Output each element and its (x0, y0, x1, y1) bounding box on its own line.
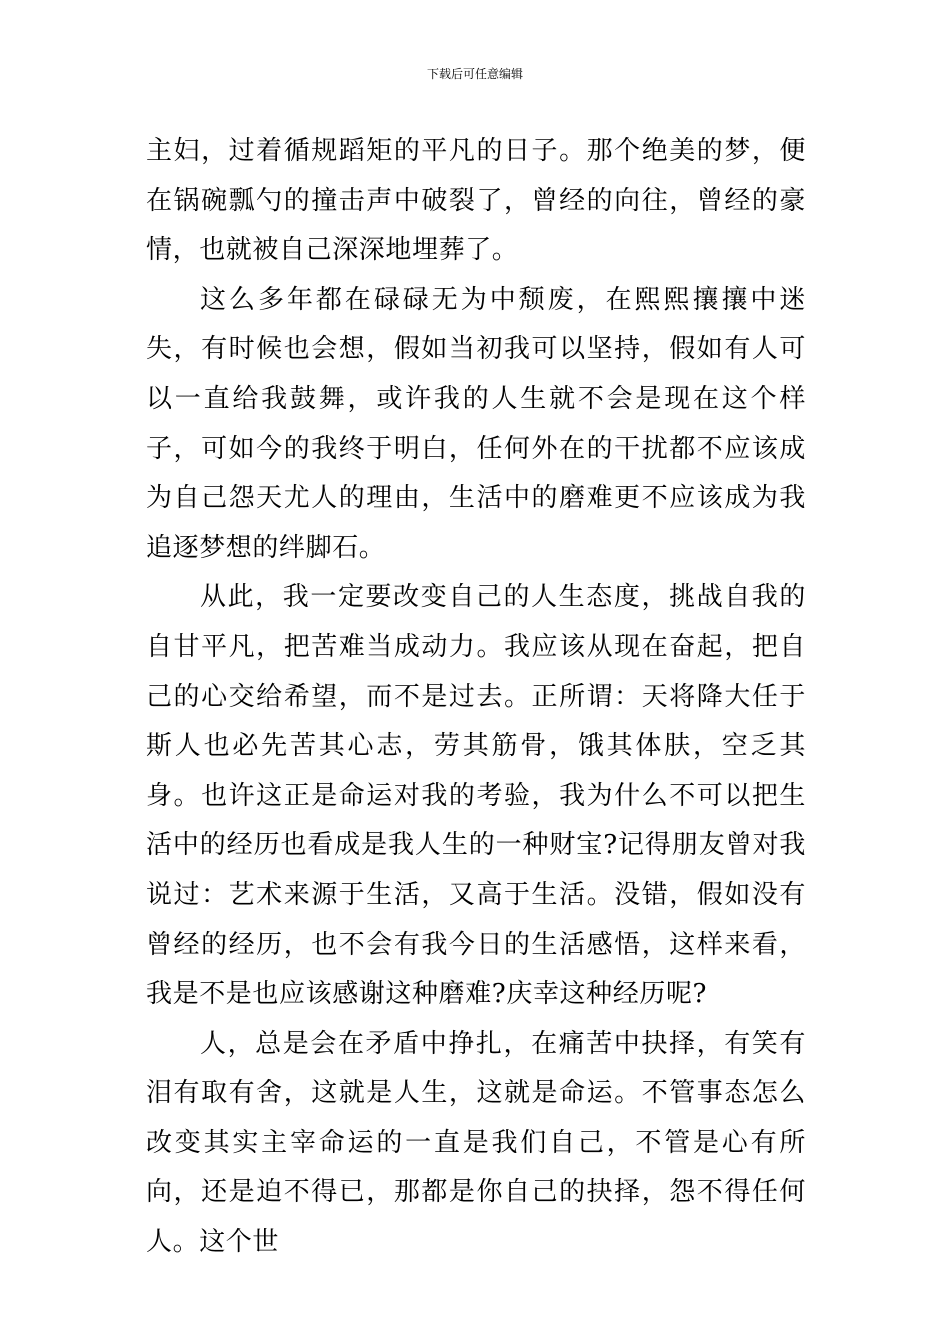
document-body (146, 127, 806, 1268)
paragraph-3: 从此，我一定要改变自己的人生态度，挑战自我的自甘平凡，把苦难当成动力。我应该从现在奋起，把自己的心交给希望，而不是过去。正所谓：天将降大任于斯人也必先苦其心志，劳其筋骨，饿其体肤，空乏其身。也许这正是命运对我的考验，我为什么不可以把生活中的经历也看成是我人生的一种财宝?记得朋友曾对我说过：艺术来源于生活，又高于生活。没错，假如没有曾经的经历，也不会有我今日的生活感悟，这样来看，我是不是也应该感谢这种磨难?庆幸这种经历呢? (146, 582, 806, 1010)
paragraph-2: 这么多年都在碌碌无为中颓废，在熙熙攘攘中迷失，有时候也会想，假如当初我可以坚持，假如有人可以一直给我鼓舞，或许我的人生就不会是现在这个样子，可如今的我终于明白，任何外在的干扰都不应该成为自己怨天尤人的理由，生活中的磨难更不应该成为我追逐梦想的绊脚石。 (146, 284, 806, 563)
paragraph-1: 主妇，过着循规蹈矩的平凡的日子。那个绝美的梦，便在锅碗瓢勺的撞击声中破裂了，曾经的向往，曾经的豪情，也就被自己深深地埋葬了。 (146, 136, 806, 266)
paragraph-4: 人，总是会在矛盾中挣扎，在痛苦中抉择，有笑有泪有取有舍，这就是人生，这就是命运。不管事态怎么改变其实主宰命运的一直是我们自己，不管是心有所向，还是迫不得已，那都是你自己的抉择，怨不得任何人。这个世 (146, 1028, 806, 1258)
page-header: 下载后可任意编辑 (426, 67, 523, 81)
